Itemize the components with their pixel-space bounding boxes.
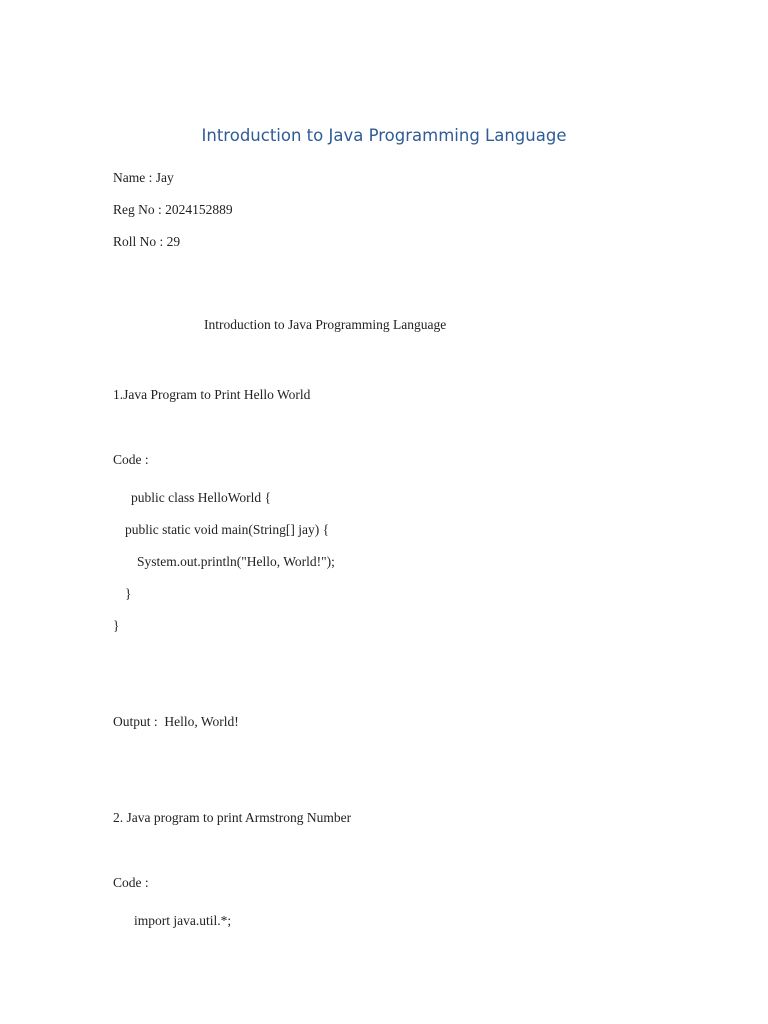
code-label: Code : <box>113 452 149 467</box>
section-heading: 1.Java Program to Print Hello World <box>113 387 311 402</box>
student-name: Name : Jay <box>113 170 174 185</box>
code-line: System.out.println("Hello, World!"); <box>137 554 335 569</box>
output-line: Output : Hello, World! <box>113 714 239 729</box>
code-line: import java.util.*; <box>134 913 232 928</box>
section-heading: 2. Java program to print Armstrong Number <box>113 810 352 825</box>
code-line: } <box>113 618 120 633</box>
document-title: Introduction to Java Programming Language <box>201 126 567 145</box>
code-line: public static void main(String[] jay) { <box>125 522 330 537</box>
student-reg-no: Reg No : 2024152889 <box>113 202 233 217</box>
code-line: public class HelloWorld { <box>131 490 271 505</box>
student-roll-no: Roll No : 29 <box>113 234 181 249</box>
code-label: Code : <box>113 875 149 890</box>
document-subtitle: Introduction to Java Programming Language <box>204 317 447 332</box>
code-line: } <box>125 586 132 601</box>
